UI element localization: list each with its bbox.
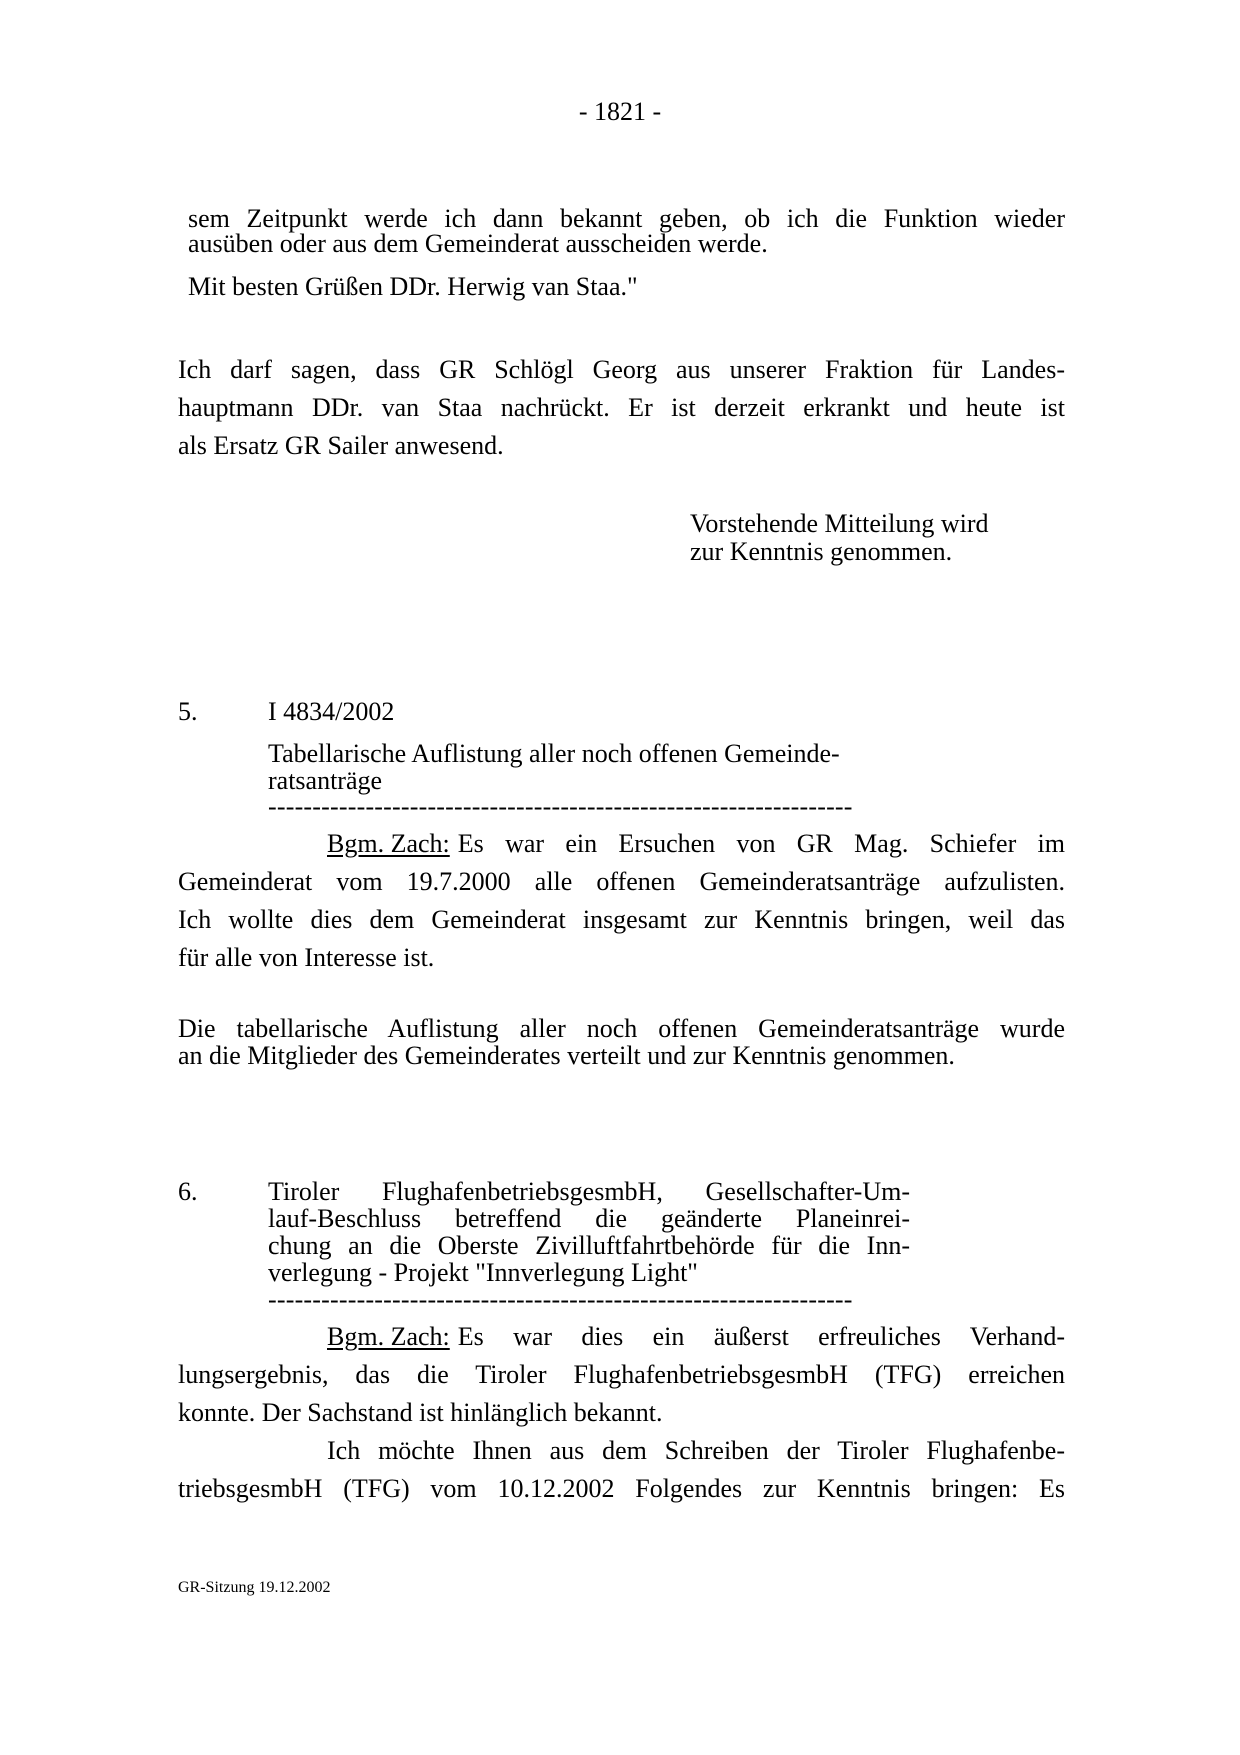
speech-line: für alle von Interesse ist.	[178, 943, 435, 972]
speech-line: Gemeinderat vom 19.7.2000 alle offenen Gemeinderatsanträge aufzulisten.	[178, 867, 1065, 896]
resolution-line: zur Kenntnis genommen.	[690, 537, 953, 566]
item-title-line: ratsanträge	[268, 766, 383, 795]
speech-line: Es war dies ein äußerst erfreuliches Verhand-	[457, 1322, 1065, 1351]
speech-line: lungsergebnis, das die Tiroler FlughafenbetriebsgesmbH (TFG) erreichen	[178, 1360, 1065, 1389]
page-number: - 1821 -	[578, 97, 662, 126]
letter-line: ausüben oder aus dem Gemeinderat ausscheiden werde.	[188, 229, 768, 258]
item-title-line: Tiroler FlughafenbetriebsgesmbH, Gesellschafter-Um-	[268, 1177, 910, 1206]
item-number: 5.	[178, 697, 198, 726]
announcement-line: als Ersatz GR Sailer anwesend.	[178, 431, 504, 460]
speech-line: Es war ein Ersuchen von GR Mag. Schiefer im	[457, 829, 1065, 858]
speech-line: Ich wollte dies dem Gemeinderat insgesamt zur Kenntnis bringen, weil das	[178, 905, 1065, 934]
item-separator: ------------------------------------------------------------------	[268, 792, 853, 821]
speaker-name: Bgm. Zach:	[327, 1322, 450, 1351]
speech-line: konnte. Der Sachstand ist hinlänglich bekannt.	[178, 1398, 663, 1427]
announcement-line: hauptmann DDr. van Staa nachrückt. Er ist derzeit erkrankt und heute ist	[178, 393, 1065, 422]
letter-closing: Mit besten Grüßen DDr. Herwig van Staa."	[188, 272, 638, 301]
speech-line: Ich möchte Ihnen aus dem Schreiben der Tiroler Flughafenbe-	[327, 1436, 1065, 1465]
result-line: an die Mitglieder des Gemeinderates verteilt und zur Kenntnis genommen.	[178, 1041, 955, 1070]
announcement-line: Ich darf sagen, dass GR Schlögl Georg aus unserer Fraktion für Landes-	[178, 355, 1065, 384]
resolution-line: Vorstehende Mitteilung wird	[690, 509, 989, 538]
item-title-line: chung an die Oberste Zivilluftfahrtbehörde für die Inn-	[268, 1231, 910, 1260]
item-reference: I 4834/2002	[268, 697, 395, 726]
result-line: Die tabellarische Auflistung aller noch offenen Gemeinderatsanträge wurde	[178, 1014, 1065, 1043]
item5-speech-first-line	[327, 829, 1065, 859]
item-title-line: Tabellarische Auflistung aller noch offenen Gemeinde-	[268, 739, 840, 768]
item-title-line: verlegung - Projekt "Innverlegung Light"	[268, 1258, 698, 1287]
item-separator: ------------------------------------------------------------------	[268, 1285, 853, 1314]
item-number: 6.	[178, 1177, 198, 1206]
item6-speech-first-line	[327, 1322, 1065, 1352]
letter-line: sem Zeitpunkt werde ich dann bekannt geben, ob ich die Funktion wieder	[188, 204, 1065, 233]
page-footer: GR-Sitzung 19.12.2002	[178, 1579, 331, 1596]
speaker-name: Bgm. Zach:	[327, 829, 450, 858]
speech-line: triebsgesmbH (TFG) vom 10.12.2002 Folgendes zur Kenntnis bringen: Es	[178, 1474, 1065, 1503]
item-title-line: lauf-Beschluss betreffend die geänderte Planeinrei-	[268, 1204, 910, 1233]
